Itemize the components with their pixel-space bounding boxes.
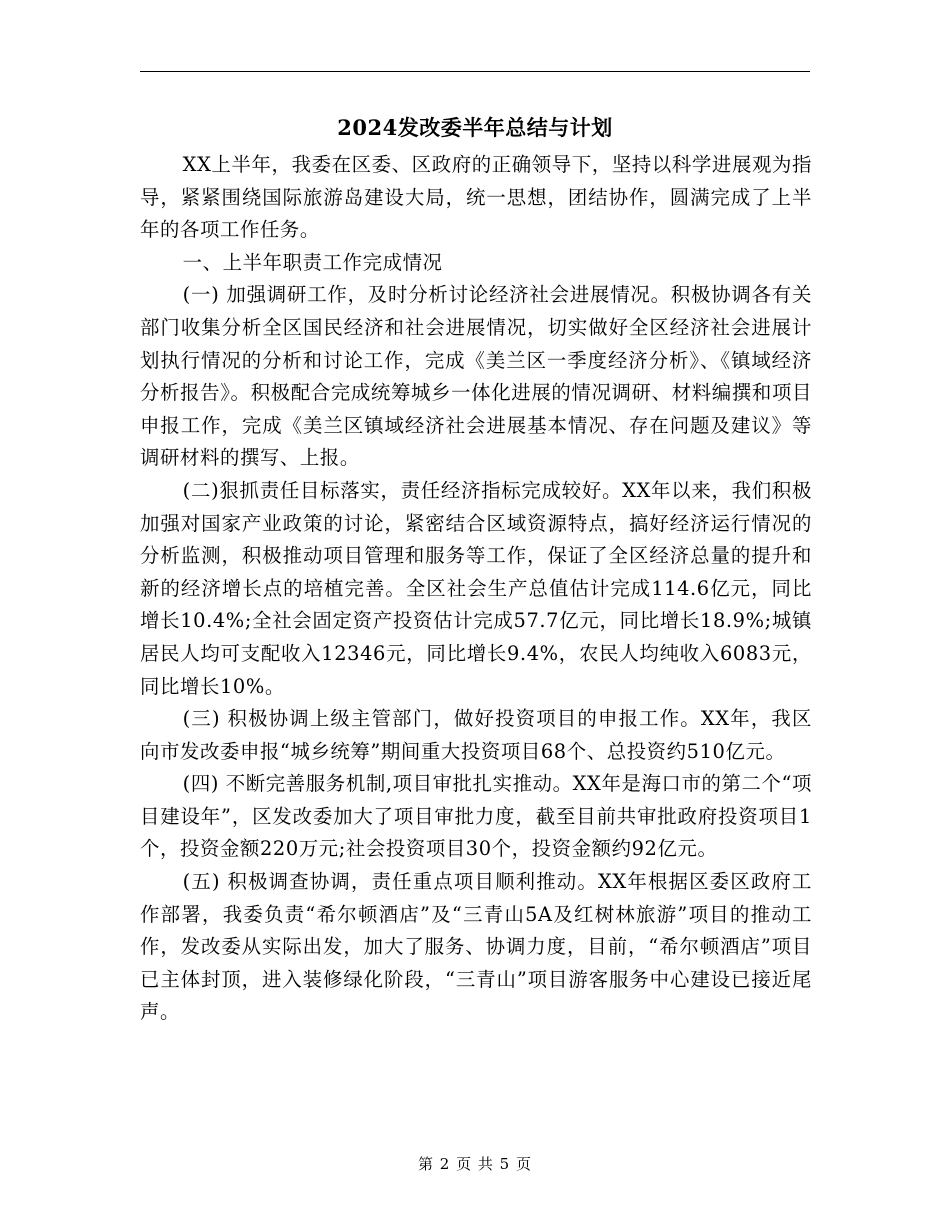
paragraph-item-1: (一) 加强调研工作，及时分析讨论经济社会进展情况。积极协调各有关部门收集分析全区国民经济和社会进展情况，切实做好全区经济社会进展计划执行情况的分析和讨论工作，完成《美兰区一季度经济分析》、《镇域经济分析报告》。积极配合完成统筹城乡一体化进展的情况调研、材料编撰和项目申报工作，完成《美兰区镇域经济社会进展基本情况、存在问题及建议》等调研材料的撰写、上报。 [140,283,812,470]
document-title: 2024发改委半年总结与计划 [337,115,613,140]
page-number-footer: 第 2 页 共 5 页 [418,1155,532,1173]
paragraph-item-2: (二)狠抓责任目标落实，责任经济指标完成较好。XX年以来，我们积极加强对国家产业政策的讨论，紧密结合区域资源特点，搞好经济运行情况的分析监测，积极推动项目管理和服务等工作，保证了全区经济总量的提升和新的经济增长点的培植完善。全区社会生产总值估计完成114.6亿元，同比增长10.4%;全社会固定资产投资估计完成57.7亿元，同比增长18.9%;城镇居民人均可支配收入12346元，同比增长9.4%，农民人均纯收入6083元，同比增长10%。 [140,478,812,698]
paragraph-intro: XX上半年，我委在区委、区政府的正确领导下，坚持以科学进展观为指导，紧紧围绕国际旅游岛建设大局，统一思想，团结协作，圆满完成了上半年的各项工作任务。 [140,153,812,242]
section-heading: 一、上半年职责工作完成情况 [182,250,443,274]
paragraph-item-4: (四) 不断完善服务机制,项目审批扎实推动。XX年是海口市的第二个“项目建设年”，区发改委加大了项目审批力度，截至目前共审批政府投资项目1个，投资金额220万元;社会投资项目30个，投资金额约92亿元。 [140,772,812,861]
document-body [140,149,812,1029]
header-rule [140,71,810,72]
paragraph-item-3: (三) 积极协调上级主管部门，做好投资项目的申报工作。XX年，我区向市发改委申报“城乡统筹”期间重大投资项目68个、总投资约510亿元。 [140,707,812,763]
paragraph-item-5: (五) 积极调查协调，责任重点项目顺利推动。XX年根据区委区政府工作部署，我委负责“希尔顿酒店”及“三青山5A及红树林旅游”项目的推动工作，发改委从实际出发，加大了服务、协调力度，目前，“希尔顿酒店”项目已主体封顶，进入装修绿化阶段，“三青山”项目游客服务中心建设已接近尾声。 [140,870,812,1024]
